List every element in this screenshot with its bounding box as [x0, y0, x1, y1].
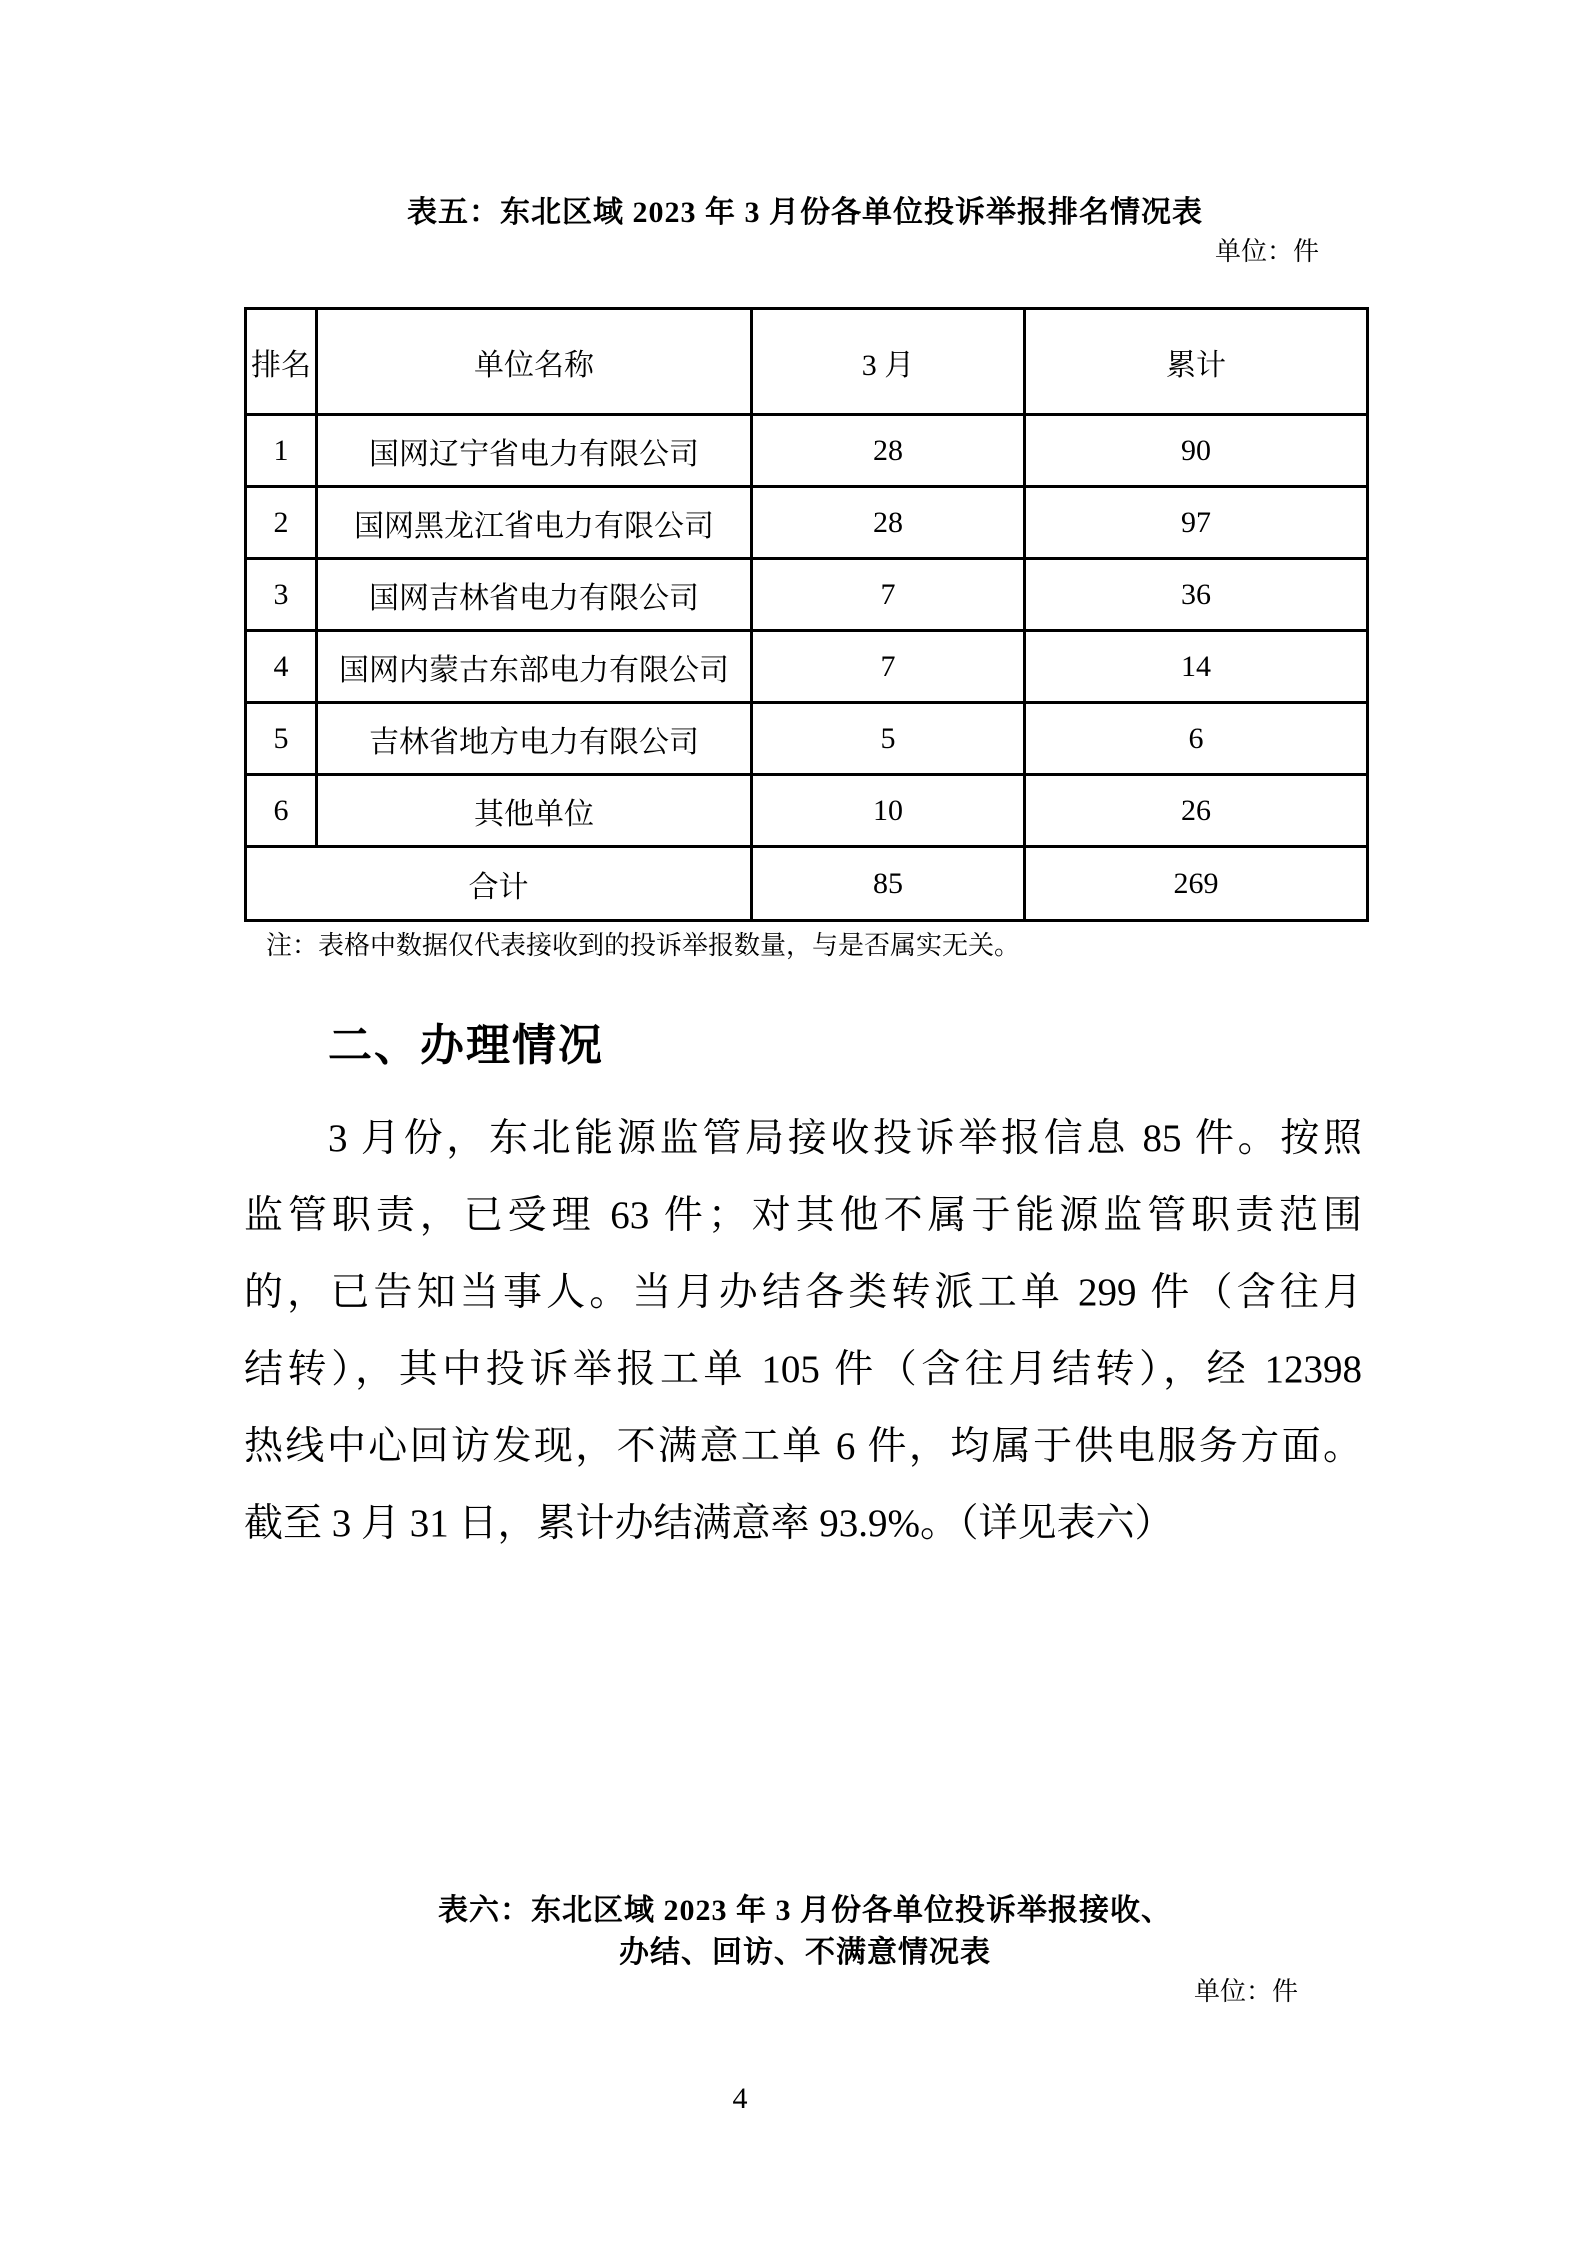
paragraph-line: 监管职责，已受理 63 件；对其他不属于能源监管职责范围	[244, 1194, 1362, 1237]
table-header-row	[246, 309, 1368, 415]
cell-total: 90	[1025, 415, 1368, 487]
cell-month: 5	[752, 703, 1025, 775]
cell-rank: 2	[246, 487, 317, 559]
table6-title-line2: 办结、回访、不满意情况表	[619, 1936, 991, 1969]
cell-total: 6	[1025, 703, 1368, 775]
table6-title	[244, 1890, 1366, 1974]
table5-title: 表五：东北区域 2023 年 3 月份各单位投诉举报排名情况表	[407, 196, 1203, 229]
complaints-ranking-table	[244, 307, 1369, 922]
cell-month: 28	[752, 487, 1025, 559]
table5-unit-label: 单位：件	[1214, 237, 1319, 266]
cell-month: 7	[752, 559, 1025, 631]
header-unit-name: 单位名称	[317, 309, 752, 415]
cell-unit: 国网黑龙江省电力有限公司	[317, 487, 752, 559]
cell-unit: 国网内蒙古东部电力有限公司	[317, 631, 752, 703]
cell-month: 7	[752, 631, 1025, 703]
table-total-row	[246, 847, 1368, 921]
cell-month: 28	[752, 415, 1025, 487]
table-row	[246, 487, 1368, 559]
body-paragraph	[244, 1100, 1362, 1562]
cell-rank: 4	[246, 631, 317, 703]
table6-unit-label: 单位：件	[1193, 1977, 1298, 2006]
cell-total: 36	[1025, 559, 1368, 631]
table-row	[246, 415, 1368, 487]
table-row	[246, 631, 1368, 703]
cell-total-month: 85	[752, 847, 1025, 921]
cell-month: 10	[752, 775, 1025, 847]
paragraph-line: 结转），其中投诉举报工单 105 件（含往月结转），经 12398	[244, 1348, 1362, 1391]
table-row	[246, 703, 1368, 775]
paragraph-line: 的，已告知当事人。当月办结各类转派工单 299 件（含往月	[244, 1271, 1362, 1314]
cell-unit: 国网辽宁省电力有限公司	[317, 415, 752, 487]
header-march: 3 月	[752, 309, 1025, 415]
cell-total: 14	[1025, 631, 1368, 703]
page-number: 4	[732, 2082, 748, 2115]
cell-rank: 3	[246, 559, 317, 631]
cell-unit: 吉林省地方电力有限公司	[317, 703, 752, 775]
cell-total: 26	[1025, 775, 1368, 847]
header-rank: 排名	[246, 309, 317, 415]
cell-rank: 1	[246, 415, 317, 487]
paragraph-line: 3 月份，东北能源监管局接收投诉举报信息 85 件。按照	[328, 1117, 1362, 1160]
table5-footnote: 注：表格中数据仅代表接收到的投诉举报数量，与是否属实无关。	[266, 931, 1021, 960]
cell-rank: 6	[246, 775, 317, 847]
table-row	[246, 775, 1368, 847]
paragraph-line: 热线中心回访发现，不满意工单 6 件，均属于供电服务方面。	[244, 1425, 1362, 1468]
table-row	[246, 559, 1368, 631]
cell-rank: 5	[246, 703, 317, 775]
cell-unit: 国网吉林省电力有限公司	[317, 559, 752, 631]
header-cumulative: 累计	[1025, 309, 1368, 415]
cell-unit: 其他单位	[317, 775, 752, 847]
section-heading: 二、办理情况	[328, 1021, 604, 1070]
table6-title-line1: 表六：东北区域 2023 年 3 月份各单位投诉举报接收、	[438, 1894, 1172, 1927]
cell-total-label: 合计	[246, 847, 752, 921]
cell-total: 97	[1025, 487, 1368, 559]
cell-total-cumulative: 269	[1025, 847, 1368, 921]
paragraph-line: 截至 3 月 31 日，累计办结满意率 93.9%。（详见表六）	[244, 1502, 1174, 1545]
